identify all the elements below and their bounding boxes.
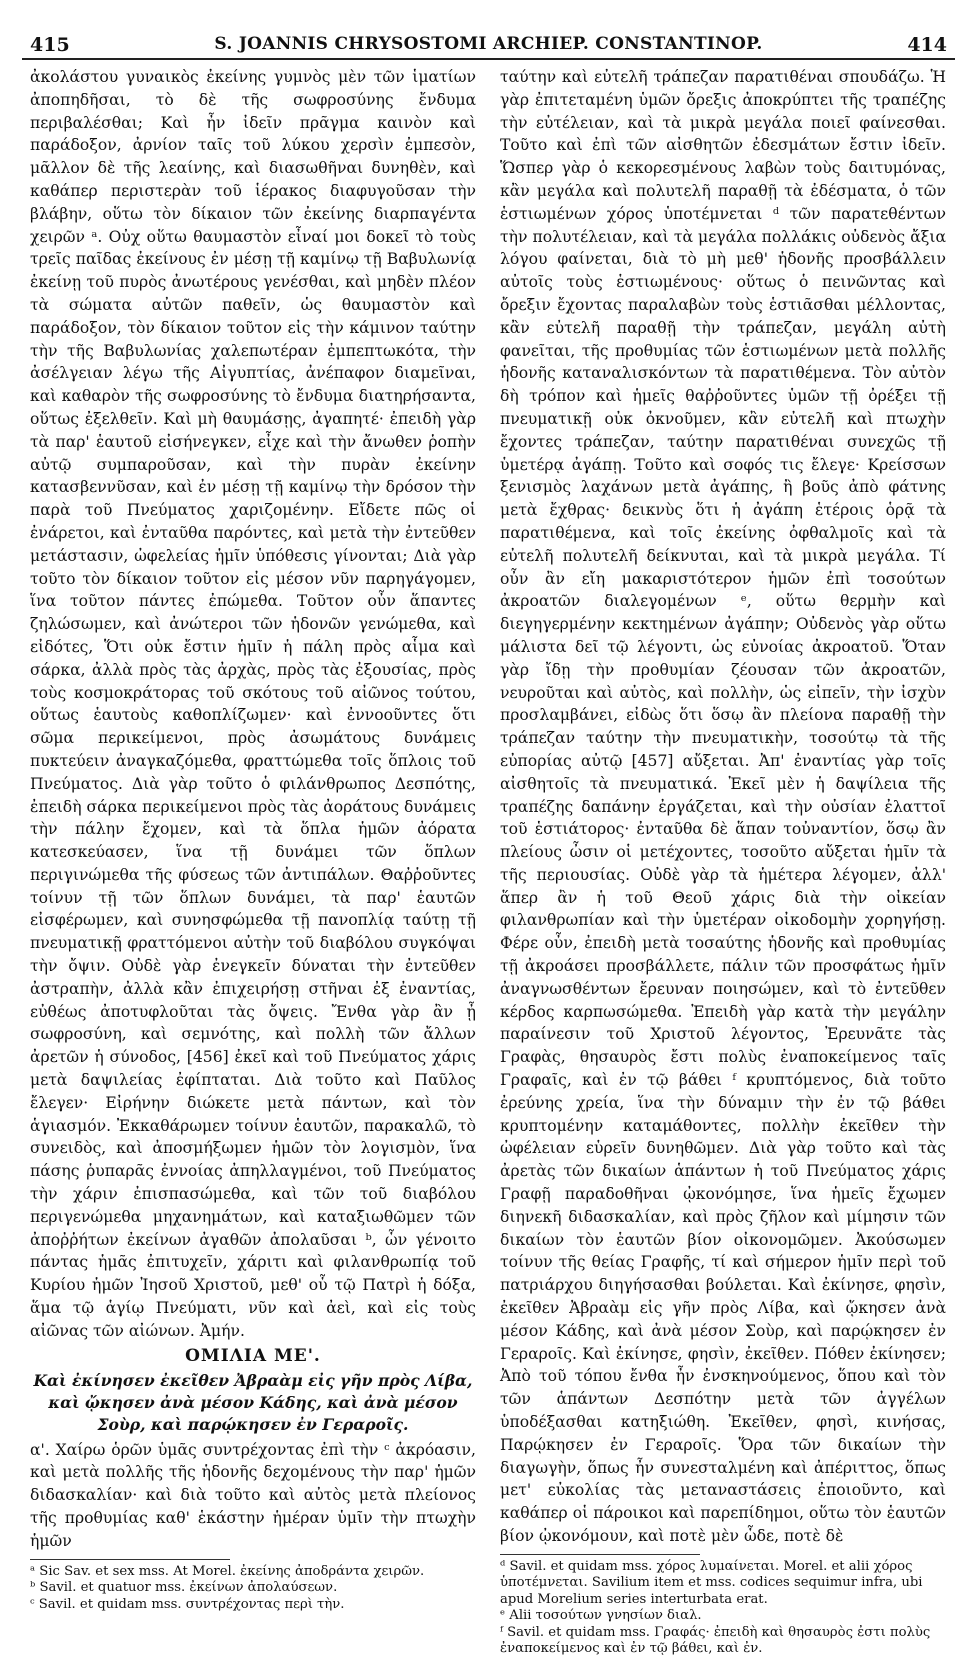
- footnote-divider: [30, 1559, 230, 1560]
- homily-title: ΟΜΙΛΙΑ ΜΕ'.: [185, 1345, 321, 1366]
- running-title: S. JOANNIS CHRYSOSTOMI ARCHIEP. CONSTANTINOP.: [214, 34, 763, 54]
- footnote-d: ᵈ Savil. et quidam mss. χόρος λυμαίνεται. Morel. et alii χόρος ὑποτέμνεται. Savilium item et mss. codices sequimur infra, ubi apud Morelium series interturbata erat.: [500, 1558, 923, 1607]
- homily-subtitle: Καὶ ἐκίνησεν ἐκεῖθεν Ἀβραὰμ εἰς γῆν πρὸς Λίβα, καὶ ᾤκησεν ἀνὰ μέσον Κάδης, καὶ ἀνὰ μέσον Σοὺρ, καὶ παρῴκησεν ἐν Γεραροῖς.: [33, 1370, 473, 1434]
- footnote-b: ᵇ Savil. et quatuor mss. ἐκείνων ἀπολαύσεων.: [30, 1580, 338, 1596]
- left-column: [30, 66, 476, 1613]
- page-number-right: 414: [907, 34, 947, 56]
- page-number-left: 415: [30, 34, 70, 56]
- right-body-paragraph: ταύτην καὶ εὐτελῆ τράπεζαν παρατιθέναι σπουδάζω. Ἡ γὰρ ἐπιτεταμένη ὑμῶν ὄρεξις ἀποκρύπτει τῆς τραπέζης τὴν εὐτέλειαν, καὶ τὰ μικρὰ μεγάλα ποιεῖ φαίνεσθαι. Τοῦτο καὶ ἐπὶ τῶν αἰσθητῶν ἐδεσμάτων ἔστιν ἰδεῖν. Ὥσπερ γὰρ ὁ κεκορεσμένους λαβὼν τοὺς δαιτυμόνας, κἂν μεγάλα καὶ πολυτελῆ παραθῇ τὰ ἐδέσματα, ὁ τῶν ἑστιωμένων χόρος ὑποτέμνεται ᵈ τῶν παρατεθέντων τὴν πολυτέλειαν, καὶ τὰ μεγάλα πολλάκις οὐδενὸς ἄξια λόγου φαίνεται, διὰ τὸ μὴ μεθ' ἡδονῆς προσβάλλειν αὐτοῖς τοὺς ἑστιωμένους· οὕτως ὁ πεινῶντας καὶ ὄρεξιν ἔχοντας παραλαβὼν τοὺς ἑστιᾶσθαι μέλλοντας, κἂν εὐτελῆ παραθῇ τὴν τράπεζαν, μεγάλη αὐτὴ φανεῖται, τῆς προθυμίας τῶν ἑστιωμένων μετὰ πολλῆς ἡδονῆς καταναλισκόντων τὰ παρατιθέμενα. Τὸν αὐτὸν δὴ τρόπον καὶ ἡμεῖς θαῤῥοῦντες ὑμῶν τῇ ὀρέξει τῇ πνευματικῇ οὐκ ὀκνοῦμεν, κἂν εὐτελῆ καὶ πτωχὴν ἔχοντες τράπεζαν, ταύτην παρατιθέναι συνεχῶς τῇ ὑμετέρᾳ ἀγάπῃ. Τοῦτο καὶ σοφός τις ἔλεγε· Κρείσσων ξενισμὸς λαχάνων μετὰ ἀγάπης, ἢ βοῦς ἀπὸ φάτνης μετὰ ἔχθρας· δεικνὺς ὅτι ἡ ἀγάπη ἑτέροις ὁρᾷ τὰ παρατιθέμενα, καὶ τοῖς ἐκείνης ὀφθαλμοῖς καὶ τὰ εὐτελῆ πολυτελῆ δείκνυται, καὶ τὰ μικρὰ μεγάλα. Τί οὖν ἂν εἴη μακαριστότερον ἡμῶν ἐπὶ τοσούτων ἀκροατῶν διαλεγομένων ᵉ, οὕτω θερμὴν καὶ διεγηγερμένην κεκτημένων ἀγάπην; Οὐδενὸς γὰρ οὕτω μάλιστα δεῖ τῷ λέγοντι, ὡς εὐνοίας ἀκροατοῦ. Ὅταν γὰρ ἴδῃ τὴν προθυμίαν ζέουσαν τῶν ἀκροατῶν, νευροῦται καὶ αὐτὸς, καὶ πολλὴν, ὡς εἰπεῖν, τὴν ἰσχὺν προσλαμβάνει, εἰδὼς ὅτι ὅσῳ ἂν πλείονα παραθῇ τὴν τράπεζαν ταύτην τὴν πνευματικὴν, τοσούτῳ τὰ τῆς εὐπορίας αὐτῷ [457] αὔξεται. Ἀπ' ἐναντίας γὰρ τοῖς αἰσθητοῖς τὰ πνευματικά. Ἐκεῖ μὲν ἡ δαψίλεια τῆς τραπέζης δαπάνην ἐργάζεται, καὶ τὴν οὐσίαν ἐλαττοῖ τοῦ ἑστιάτορος· ἐνταῦθα δὲ ἅπαν τοὐναντίον, ὅσῳ ἂν πλείους ὦσιν οἱ μετέχοντες, τοσοῦτο αὔξεται ἡμῖν τὰ τῆς περιουσίας. Οὐδὲ γὰρ τὰ ἡμέτερα λέγομεν, ἀλλ' ἅπερ ἂν ἡ τοῦ Θεοῦ χάρις διὰ τὴν οἰκείαν φιλανθρωπίαν καὶ τὴν ὑμετέραν οἰκοδομὴν χορηγήσῃ. Φέρε οὖν, ἐπειδὴ μετὰ τοσαύτης ἡδονῆς καὶ προθυμίας τῇ ἀκροάσει προσβάλλετε, πάλιν τῶν προσφάτως ἡμῖν ἀναγνωσθέντων ἔρευναν ποιησώμεν, καὶ τὸ ἐντεῦθεν κέρδος καρπωσώμεθα. Ἐπειδὴ γὰρ κατὰ τὴν μεγάλην παραίνεσιν τοῦ Χριστοῦ λέγοντος, Ἐρευνᾶτε τὰς Γραφὰς, θησαυρὸς ἔστι πολὺς ἐναποκείμενος ταῖς Γραφαῖς, καὶ ἐν τῷ βάθει ᶠ κρυπτόμενος, διὰ τοῦτο ἐρεύνης χρεία, ἵνα τὴν δύναμιν τὴν ἐν τῷ βάθει κρυπτομένην καταμάθοντες, πολλὴν ἐκεῖθεν τὴν ὠφέλειαν εὑρεῖν δυνηθῶμεν. Διὰ γὰρ τοῦτο καὶ τὰς ἀρετὰς τῶν δικαίων ἁπάντων ἡ τοῦ Πνεύματος χάρις Γραφῇ παραδοθῆναι ᾠκονόμησε, ἵνα ἡμεῖς ἔχωμεν διηνεκῆ διδασκαλίαν, καὶ πρὸς ζῆλον καὶ μίμησιν τῶν δικαίων τὸν ἑαυτῶν βίον οἰκονομῶμεν. Ἀκούσωμεν τοίνυν τῆς θείας Γραφῆς, τί καὶ σήμερον ἡμῖν περὶ τοῦ πατριάρχου διηγήσασθαι βούλεται. Καὶ ἐκίνησε, φησὶν, ἐκεῖθεν Ἀβραὰμ εἰς γῆν πρὸς Λίβα, καὶ ᾤκησεν ἀνὰ μέσον Κάδης, καὶ ἀνὰ μέσον Σοὺρ, καὶ παρῴκησεν ἐν Γεραροῖς. Καὶ ἐκίνησε, φησὶν, ἐκεῖθεν. Πόθεν ἐκίνησεν; Ἀπὸ τοῦ τόπου ἔνθα ἦν ἐνσκηνούμενος, ὅπου καὶ τὸν τῶν ἁπάντων Δεσπότην μετὰ τῶν ἀγγέλων ὑποδέξασθαι κατηξιώθη. Ἐκεῖθεν, φησὶ, κινήσας, Παρῴκησεν ἐν Γεραροῖς. Ὅρα τῶν δικαίων τὴν διαγωγὴν, ὅπως ἦν συνεσταλμένη καὶ ἀπέριττος, ὅπως μετ' εὐκολίας τὰς μεταναστάσεις ἐποιοῦντο, καὶ καθάπερ οἱ πάροικοι καὶ παρεπίδημοι, οὕτω τὸν ἑαυτῶν βίον ᾠκονόμουν, καὶ ποτὲ μὲν ὧδε, ποτὲ δὲ: [500, 68, 946, 1545]
- footnote-c: ᶜ Savil. et quidam mss. συντρέχοντας περὶ τὴν.: [30, 1596, 345, 1612]
- footnote-a: ᵃ Sic Sav. et sex mss. At Morel. ἐκείνης ἀποδράντα χειρῶν.: [30, 1563, 425, 1579]
- right-column: [500, 66, 946, 1658]
- left-body-paragraph: ἀκολάστου γυναικὸς ἐκείνης γυμνὸς μὲν τῶν ἱματίων ἀποπηδῆσαι, τὸ δὲ τῆς σωφροσύνης ἔνδυμα περιβαλέσθαι; Καὶ ἦν ἰδεῖν πρᾶγμα καινὸν καὶ παράδοξον, ἀρνίον ταῖς τοῦ λύκου χερσὶν ἐμπεσὸν, μᾶλλον δὲ τῆς λεαίνης, καὶ διασωθῆναι δυνηθὲν, καὶ καθάπερ περιστερὰν τοῦ ἱέρακος διαφυγοῦσαν τὴν βλάβην, οὕτω τὸν δίκαιον τῶν ἐκείνης διαρπαγέντα χειρῶν ᵃ. Οὐχ οὕτω θαυμαστὸν εἶναί μοι δοκεῖ τὸ τοὺς τρεῖς παῖδας ἐκείνους ἐν μέσῃ τῇ καμίνῳ τῇ Βαβυλωνίᾳ ἐκείνῃ τοῦ πυρὸς ἀνωτέρους γενέσθαι, καὶ μηδὲν πλέον τὰ σώματα αὐτῶν παθεῖν, ὡς θαυμαστὸν καὶ παράδοξον, τὸν δίκαιον τοῦτον εἰς τὴν κάμινον ταύτην τὴν τῆς Βαβυλωνίας χαλεπωτέραν ἐμπεπτωκότα, τὴν ἀσέλγειαν λέγω τῆς Αἰγυπτίας, ἀνέπαφον διαμεῖναι, καὶ καθαρὸν τῆς σωφροσύνης τὸ ἔνδυμα διατηρήσαντα, οὕτως ἐξελθεῖν. Καὶ μὴ θαυμάσῃς, ἀγαπητέ· ἐπειδὴ γὰρ τὰ παρ' ἑαυτοῦ εἰσήνεγκεν, εἶχε καὶ τὴν ἄνωθεν ῥοπὴν αὐτῷ συμπαροῦσαν, καὶ τὴν πυρὰν ἐκείνην κατασβεννῦσαν, καὶ ἐν μέσῃ τῇ καμίνῳ τὴν δρόσον τὴν παρὰ τοῦ Πνεύματος χαριζομένην. Εἴδετε πῶς οἱ ἐνάρετοι, καὶ ἐνταῦθα παρόντες, καὶ μετὰ τὴν ἐντεῦθεν μετάστασιν, ὠφελείας ἡμῖν ὑπόθεσις γίνονται; Διὰ γὰρ τοῦτο τὸν δίκαιον τοῦτον εἰς μέσον νῦν παρηγάγομεν, ἵνα τοῦτον πάντες ἐπώμεθα. Τοῦτον οὖν ἅπαντες ζηλώσωμεν, καὶ ἀνώτεροι τῶν ἡδονῶν γενώμεθα, καὶ εἰδότες, Ὅτι οὐκ ἔστιν ἡμῖν ἡ πάλη πρὸς αἷμα καὶ σάρκα, ἀλλὰ πρὸς τὰς ἀρχὰς, πρὸς τὰς ἐξουσίας, πρὸς τοὺς κοσμοκράτορας τοῦ σκότους τοῦ αἰῶνος τούτου, οὕτως ἑαυτοὺς καθοπλίζωμεν· καὶ ἐννοοῦντες ὅτι σῶμα περικείμενοι, πρὸς ἀσωμάτους δυνάμεις πυκτεύειν ἀναγκαζόμεθα, φραττώμεθα τοῖς ὅπλοις τοῦ Πνεύματος. Διὰ γὰρ τοῦτο ὁ φιλάνθρωπος Δεσπότης, ἐπειδὴ σάρκα περικείμενοι πρὸς τὰς ἀοράτους δυνάμεις τὴν πάλην ἔχομεν, καὶ τὰ ὅπλα ἡμῶν ἀόρατα κατεσκεύασεν, ἵνα τῇ δυνάμει τῶν ὅπλων περιγινώμεθα τῆς φύσεως τῶν ἀντιπάλων. Θαῤῥοῦντες τοίνυν τῇ τῶν ὅπλων δυνάμει, τὰ παρ' ἑαυτῶν εἰσφέρωμεν, καὶ συνησφώμεθα τῇ πανοπλίᾳ ταύτῃ τῇ πνευματικῇ φραττόμενοι αὐτὴν τοῦ διαβόλου συγκόψαι τὴν ὄψιν. Οὐδὲ γὰρ ἐνεγκεῖν δύναται τὴν ἐντεῦθεν ἀστραπὴν, ἀλλὰ κἂν ἐπιχειρήσῃ στῆναι ἐξ ἐναντίας, εὐθέως ἀποτυφλοῦται τὰς ὄψεις. Ἔνθα γὰρ ἂν ᾖ σωφροσύνη, καὶ σεμνότης, καὶ πολλὴ τῶν ἄλλων ἀρετῶν ἡ σύνοδος, [456] ἐκεῖ καὶ τοῦ Πνεύματος χάρις μετὰ δαψιλείας ἐφίπταται. Διὰ τοῦτο καὶ Παῦλος ἔλεγεν· Εἰρήνην διώκετε μετὰ πάντων, καὶ τὸν ἁγιασμόν. Ἐκκαθάρωμεν τοίνυν ἑαυτῶν, παρακαλῶ, τὸ συνειδὸς, καὶ ἀποσμήξωμεν ἡμῶν τὸν λογισμὸν, ἵνα πάσης ῥυπαρᾶς ἐννοίας ἀπηλλαγμένοι, τοῦ Πνεύματος τὴν χάριν ἐπισπασώμεθα, καὶ τῶν τοῦ διαβόλου περιγενώμεθα μηχανημάτων, καὶ καταξιωθῶμεν τῶν ἀποῤῥήτων ἐκείνων ἀγαθῶν ἀπολαῦσαι ᵇ, ὧν γένοιτο πάντας ἡμᾶς ἐπιτυχεῖν, χάριτι καὶ φιλανθρωπίᾳ τοῦ Κυρίου ἡμῶν Ἰησοῦ Χριστοῦ, μεθ' οὗ τῷ Πατρὶ ἡ δόξα, ἅμα τῷ ἁγίῳ Πνεύματι, νῦν καὶ ἀεὶ, καὶ εἰς τοὺς αἰῶνας τῶν αἰώνων. Ἀμήν.: [30, 68, 476, 1340]
- footnote-e: ᵉ Alii τοσούτων γνησίων διαλ.: [500, 1608, 702, 1624]
- homily-opening-paragraph: α'. Χαίρω ὁρῶν ὑμᾶς συντρέχοντας ἐπὶ τὴν ᶜ ἀκρόασιν, καὶ μετὰ πολλῆς τῆς ἡδονῆς δεχομένους τὴν παρ' ἡμῶν διδασκαλίαν· καὶ διὰ τοῦτο καὶ αὐτὸς μετὰ πλείονος τῆς προθυμίας καθ' ἑκάστην ἡμέραν ὑμῖν τὴν πτωχὴν ἡμῶν: [30, 1440, 476, 1550]
- footnote-f: ᶠ Savil. et quidam mss. Γραφάς· ἐπειδὴ καὶ θησαυρὸς ἐστι πολὺς ἐναποκείμενος καὶ ἐν τῷ βάθει, καὶ ἐν.: [500, 1624, 931, 1657]
- page-header: [22, 28, 955, 60]
- footnote-divider: [500, 1554, 700, 1555]
